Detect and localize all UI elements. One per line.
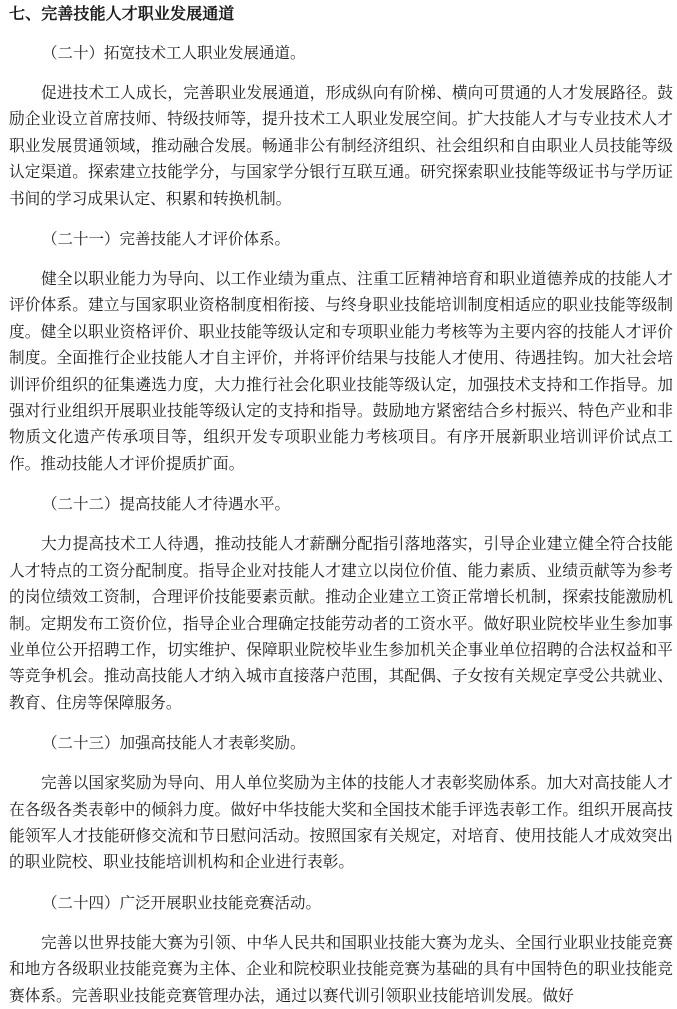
subheading-21: （二十一）完善技能人才评价体系。	[42, 230, 291, 249]
paragraph-24: 完善以世界技能大赛为引领、中华人民共和国职业技能大赛为龙头、全国行业职业技能竞赛和地方各级职业技能竞赛为主体、企业和院校职业技能竞赛为基础的具有中国特色的职业技能竞赛体系。完善职业技能竞赛管理办法，通过以赛代训引领职业技能培训发展。做好	[9, 932, 673, 1005]
paragraph-20: 促进技术工人成长，完善职业发展通道，形成纵向有阶梯、横向可贯通的人才发展路径。鼓励企业设立首席技师、特级技师等，提升技术工人职业发展空间。扩大技能人才与专业技术人才职业发展贯通领域，推动融合发展。畅通非公有制经济组织、社会组织和自由职业人员技能等级认定渠道。探索建立技能学分，与国家学分银行互联互通。研究探索职业技能等级证书与学历证书间的学习成果认定、积累和转换机制。	[9, 83, 673, 208]
subheading-24: （二十四）广泛开展职业技能竞赛活动。	[42, 893, 322, 912]
subheading-20: （二十）拓宽技术工人职业发展通道。	[42, 44, 306, 62]
paragraph-22: 大力提高技术工人待遇，推动技能人才薪酬分配指引落地落实，引导企业建立健全符合技能人才特点的工资分配制度。指导企业对技能人才建立以岗位价值、能力素质、业绩贡献等为参考的岗位绩效工资制，合理评价技能要素贡献。推动企业建立工资正常增长机制，探索技能激励机制。定期发布工资价位，指导企业合理确定技能劳动者的工资水平。做好职业院校毕业生参加事业单位公开招聘工作，切实维护、保障职业院校毕业生参加机关企事业单位招聘的合法权益和平等竞争机会。推动高技能人才纳入城市直接落户范围，其配偶、子女按有关规定享受公共就业、教育、住房等保障服务。	[9, 534, 673, 712]
paragraph-21: 健全以职业能力为导向、以工作业绩为重点、注重工匠精神培育和职业道德养成的技能人才评价体系。建立与国家职业资格制度相衔接、与终身职业技能培训制度相适应的职业技能等级制度。健全以职业资格评价、职业技能等级认定和专项职业能力考核等为主要内容的技能人才评价制度。全面推行企业技能人才自主评价，并将评价结果与技能人才使用、待遇挂钩。加大社会培训评价组织的征集遴选力度，大力推行社会化职业技能等级认定，加强技术支持和工作指导。加强对行业组织开展职业技能等级认定的支持和指导。鼓励地方紧密结合乡村振兴、特色产业和非物质文化遗产传承项目等，组织开发专项职业能力考核项目。有序开展新职业培训评价试点工作。推动技能人才评价提质扩面。	[9, 269, 673, 473]
paragraph-23: 完善以国家奖励为导向、用人单位奖励为主体的技能人才表彰奖励体系。加大对高技能人才在各级各类表彰中的倾斜力度。做好中华技能大奖和全国技术能手评选表彰工作。组织开展高技能领军人才技能研修交流和节日慰问活动。按照国家有关规定，对培育、使用技能人才成效突出的职业院校、职业技能培训机构和企业进行表彰。	[9, 773, 673, 872]
section-heading: 七、完善技能人才职业发展通道	[9, 4, 235, 23]
subheading-22: （二十二）提高技能人才待遇水平。	[42, 495, 291, 514]
subheading-23: （二十三）加强高技能人才表彰奖励。	[42, 734, 306, 753]
